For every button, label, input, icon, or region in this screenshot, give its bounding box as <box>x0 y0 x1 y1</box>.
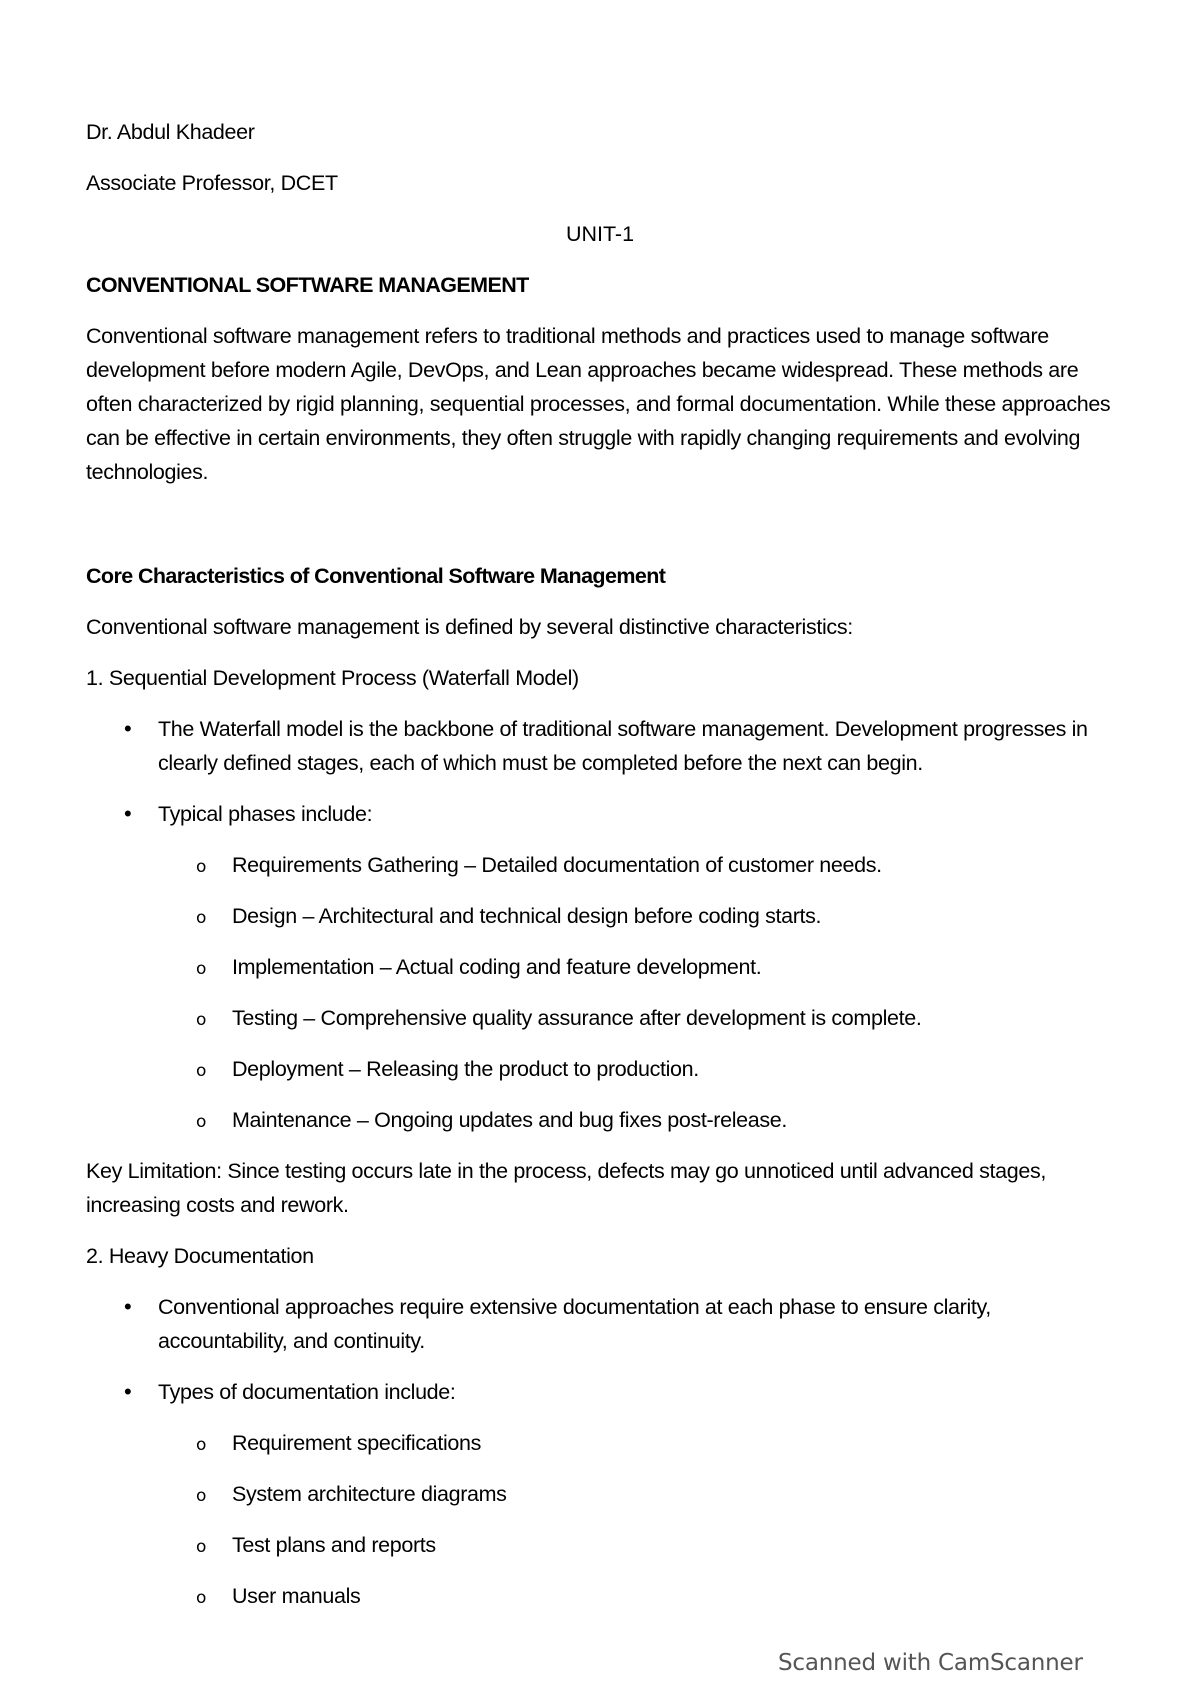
document-title: CONVENTIONAL SOFTWARE MANAGEMENT <box>86 273 529 297</box>
circle-bullet-icon: o <box>196 1486 207 1506</box>
list-item <box>196 1426 1136 1460</box>
bullet-text: The Waterfall model is the backbone of traditional software management. Development progresses in clearly defined stages, each of which must be completed before the next can begin. <box>158 717 1088 775</box>
doc-type-text: User manuals <box>232 1584 361 1608</box>
list-item <box>124 797 1124 831</box>
bullet-text: Typical phases include: <box>158 802 373 826</box>
list-item <box>196 1103 1136 1137</box>
list-item <box>124 1290 1124 1358</box>
list-item <box>196 950 1136 984</box>
phase-text: Maintenance – Ongoing updates and bug fixes post-release. <box>232 1108 787 1132</box>
list-item <box>196 1528 1136 1562</box>
key-limitation: Key Limitation: Since testing occurs late in the process, defects may go unnoticed until advanced stages, increasing costs and rework. <box>86 1159 1046 1217</box>
bullet-icon: • <box>124 801 132 826</box>
camscanner-watermark: Scanned with CamScanner <box>778 1650 1083 1676</box>
list-item <box>196 899 1136 933</box>
list-item <box>124 1375 1124 1409</box>
phase-text: Implementation – Actual coding and feature development. <box>232 955 762 979</box>
unit-label: UNIT-1 <box>565 222 635 246</box>
doc-type-text: Test plans and reports <box>232 1533 436 1557</box>
phase-text: Deployment – Releasing the product to production. <box>232 1057 699 1081</box>
phase-text: Testing – Comprehensive quality assurance after development is complete. <box>232 1006 922 1030</box>
bullet-icon: • <box>124 1379 132 1404</box>
circle-bullet-icon: o <box>196 1588 207 1608</box>
intro-paragraph: Conventional software management refers to traditional methods and practices used to manage software development before modern Agile, DevOps, and Lean approaches became widespread. These methods are often characterized by rigid planning, sequential processes, and formal documentation. While these approaches can be effective in certain environments, they often struggle with rapidly changing requirements and evolving technologies. <box>86 324 1111 484</box>
circle-bullet-icon: o <box>196 857 207 877</box>
circle-bullet-icon: o <box>196 1537 207 1557</box>
author-affiliation: Associate Professor, DCET <box>86 171 338 195</box>
circle-bullet-icon: o <box>196 1112 207 1132</box>
section2-title: 2. Heavy Documentation <box>86 1244 314 1268</box>
bullet-icon: • <box>124 1294 132 1319</box>
phase-text: Requirements Gathering – Detailed documentation of customer needs. <box>232 853 882 877</box>
list-item <box>196 1477 1136 1511</box>
core-heading: Core Characteristics of Conventional Software Management <box>86 564 666 588</box>
section1-title: 1. Sequential Development Process (Waterfall Model) <box>86 666 579 690</box>
list-item <box>196 1001 1136 1035</box>
list-item <box>196 1052 1136 1086</box>
circle-bullet-icon: o <box>196 1061 207 1081</box>
list-item <box>124 712 1124 780</box>
circle-bullet-icon: o <box>196 959 207 979</box>
doc-type-text: System architecture diagrams <box>232 1482 507 1506</box>
core-lead: Conventional software management is defined by several distinctive characteristics: <box>86 615 853 639</box>
list-item <box>196 848 1136 882</box>
doc-type-text: Requirement specifications <box>232 1431 482 1455</box>
circle-bullet-icon: o <box>196 1010 207 1030</box>
phase-text: Design – Architectural and technical design before coding starts. <box>232 904 822 928</box>
list-item <box>196 1579 1136 1613</box>
bullet-icon: • <box>124 716 132 741</box>
author-name: Dr. Abdul Khadeer <box>86 120 255 144</box>
circle-bullet-icon: o <box>196 1435 207 1455</box>
bullet-text: Types of documentation include: <box>158 1380 456 1404</box>
bullet-text: Conventional approaches require extensive documentation at each phase to ensure clarity, accountability, and continuity. <box>158 1295 991 1353</box>
circle-bullet-icon: o <box>196 908 207 928</box>
